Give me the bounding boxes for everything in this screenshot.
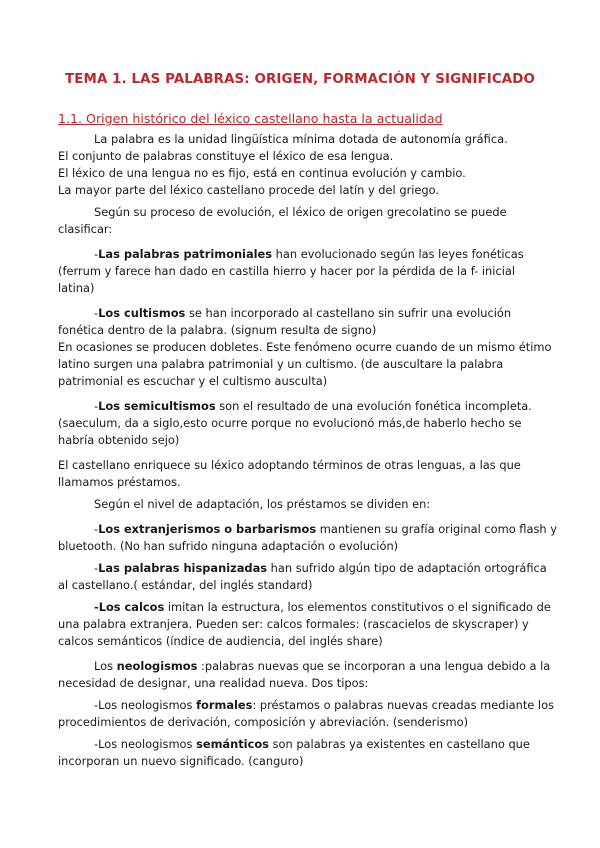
paragraph-line: En ocasiones se producen dobletes. Este fenómeno ocurre cuando de un mismo étimo (58, 340, 552, 354)
term-extranjerismos: Los extranjerismos o barbarismos (98, 522, 317, 536)
term-semicultismos: Los semicultismos (98, 399, 216, 413)
paragraph-line: bluetooth. (No han sufrido ninguna adaptación o evolución) (58, 539, 399, 553)
paragraph-line: necesidad de designar, una realidad nueva. Dos tipos: (58, 676, 369, 690)
paragraph-line: clasificar: (58, 222, 113, 236)
extranjerismos-lead: -Los extranjerismos o barbarismos mantienen su grafía original como flash y (94, 522, 557, 536)
term-semanticos: semánticos (196, 737, 269, 751)
paragraph-line: patrimonial es escuchar y el cultismo ausculta) (58, 374, 328, 388)
paragraph-line: El conjunto de palabras constituye el léxico de esa lengua. (58, 149, 394, 163)
semicultismos-lead: -Los semicultismos son el resultado de una evolución fonética incompleta. (94, 399, 532, 413)
section-heading: 1.1. Origen histórico del léxico castellano hasta la actualidad (58, 111, 443, 126)
paragraph-line: La mayor parte del léxico castellano procede del latín y del griego. (58, 183, 440, 197)
paragraph-line: calcos semánticos (índice de audiencia, del inglés share) (58, 634, 383, 648)
term-formales: formales (196, 698, 253, 712)
paragraph-line: Según su proceso de evolución, el léxico de origen grecolatino se puede (94, 205, 507, 219)
paragraph-line: (saeculum, da a siglo,esto ocurre porque no evolucionó más,de haberlo hecho se (58, 416, 522, 430)
neologismos-lead: Los neologismos :palabras nuevas que se incorporan a una lengua debido a la (94, 659, 551, 673)
paragraph-line: (ferrum y farece han dado en castilla hierro y hacer por la pérdida de la f- inicial (58, 264, 516, 278)
hispanizadas-lead: -Las palabras hispanizadas han sufrido algún tipo de adaptación ortográfica (94, 561, 547, 575)
patrimoniales-lead: -Las palabras patrimoniales han evolucionado según las leyes fonéticas (94, 247, 524, 261)
calcos-lead: -Los calcos imitan la estructura, los elementos constitutivos o el significado de (94, 600, 551, 614)
paragraph-line: La palabra es la unidad lingüística mínima dotada de autonomía gráfica. (94, 132, 508, 146)
formales-lead: -Los neologismos formales: préstamos o palabras nuevas creadas mediante los (94, 698, 554, 712)
semanticos-lead: -Los neologismos semánticos son palabras ya existentes en castellano que (94, 737, 530, 751)
term-hispanizadas: Las palabras hispanizadas (98, 561, 268, 575)
paragraph-line: fonética dentro de la palabra. (signum resulta de signo) (58, 323, 377, 337)
page-title: TEMA 1. LAS PALABRAS: ORIGEN, FORMACIÓN Y SIGNIFICADO (65, 72, 535, 87)
term-calcos: -Los calcos (94, 600, 165, 614)
paragraph-line: El léxico de una lengua no es fijo, está en continua evolución y cambio. (58, 166, 466, 180)
paragraph-line: incorporan un nuevo significado. (canguro) (58, 754, 304, 768)
paragraph-line: latino surgen una palabra patrimonial y un cultismo. (de auscultare la palabra (58, 357, 504, 371)
paragraph-line: El castellano enriquece su léxico adoptando términos de otras lenguas, a las que (58, 458, 521, 472)
paragraph-line: procedimientos de derivación, composición y abreviación. (senderismo) (58, 715, 469, 729)
paragraph-line: una palabra extranjera. Pueden ser: calcos formales: (rascacielos de skyscraper) y (58, 617, 529, 631)
paragraph-line: al castellano.( estándar, del inglés standard) (58, 578, 313, 592)
paragraph-line: habría obtenido sejo) (58, 433, 180, 447)
paragraph-line: Según el nivel de adaptación, los préstamos se dividen en: (94, 497, 431, 511)
paragraph-line: llamamos préstamos. (58, 475, 181, 489)
term-neologismos: neologismos (116, 659, 198, 673)
paragraph-line: latina) (58, 281, 95, 295)
term-cultismos: Los cultismos (98, 306, 186, 320)
cultismos-lead: -Los cultismos se han incorporado al castellano sin sufrir una evolución (94, 306, 512, 320)
term-patrimoniales: Las palabras patrimoniales (98, 247, 273, 261)
document-body (58, 131, 568, 770)
